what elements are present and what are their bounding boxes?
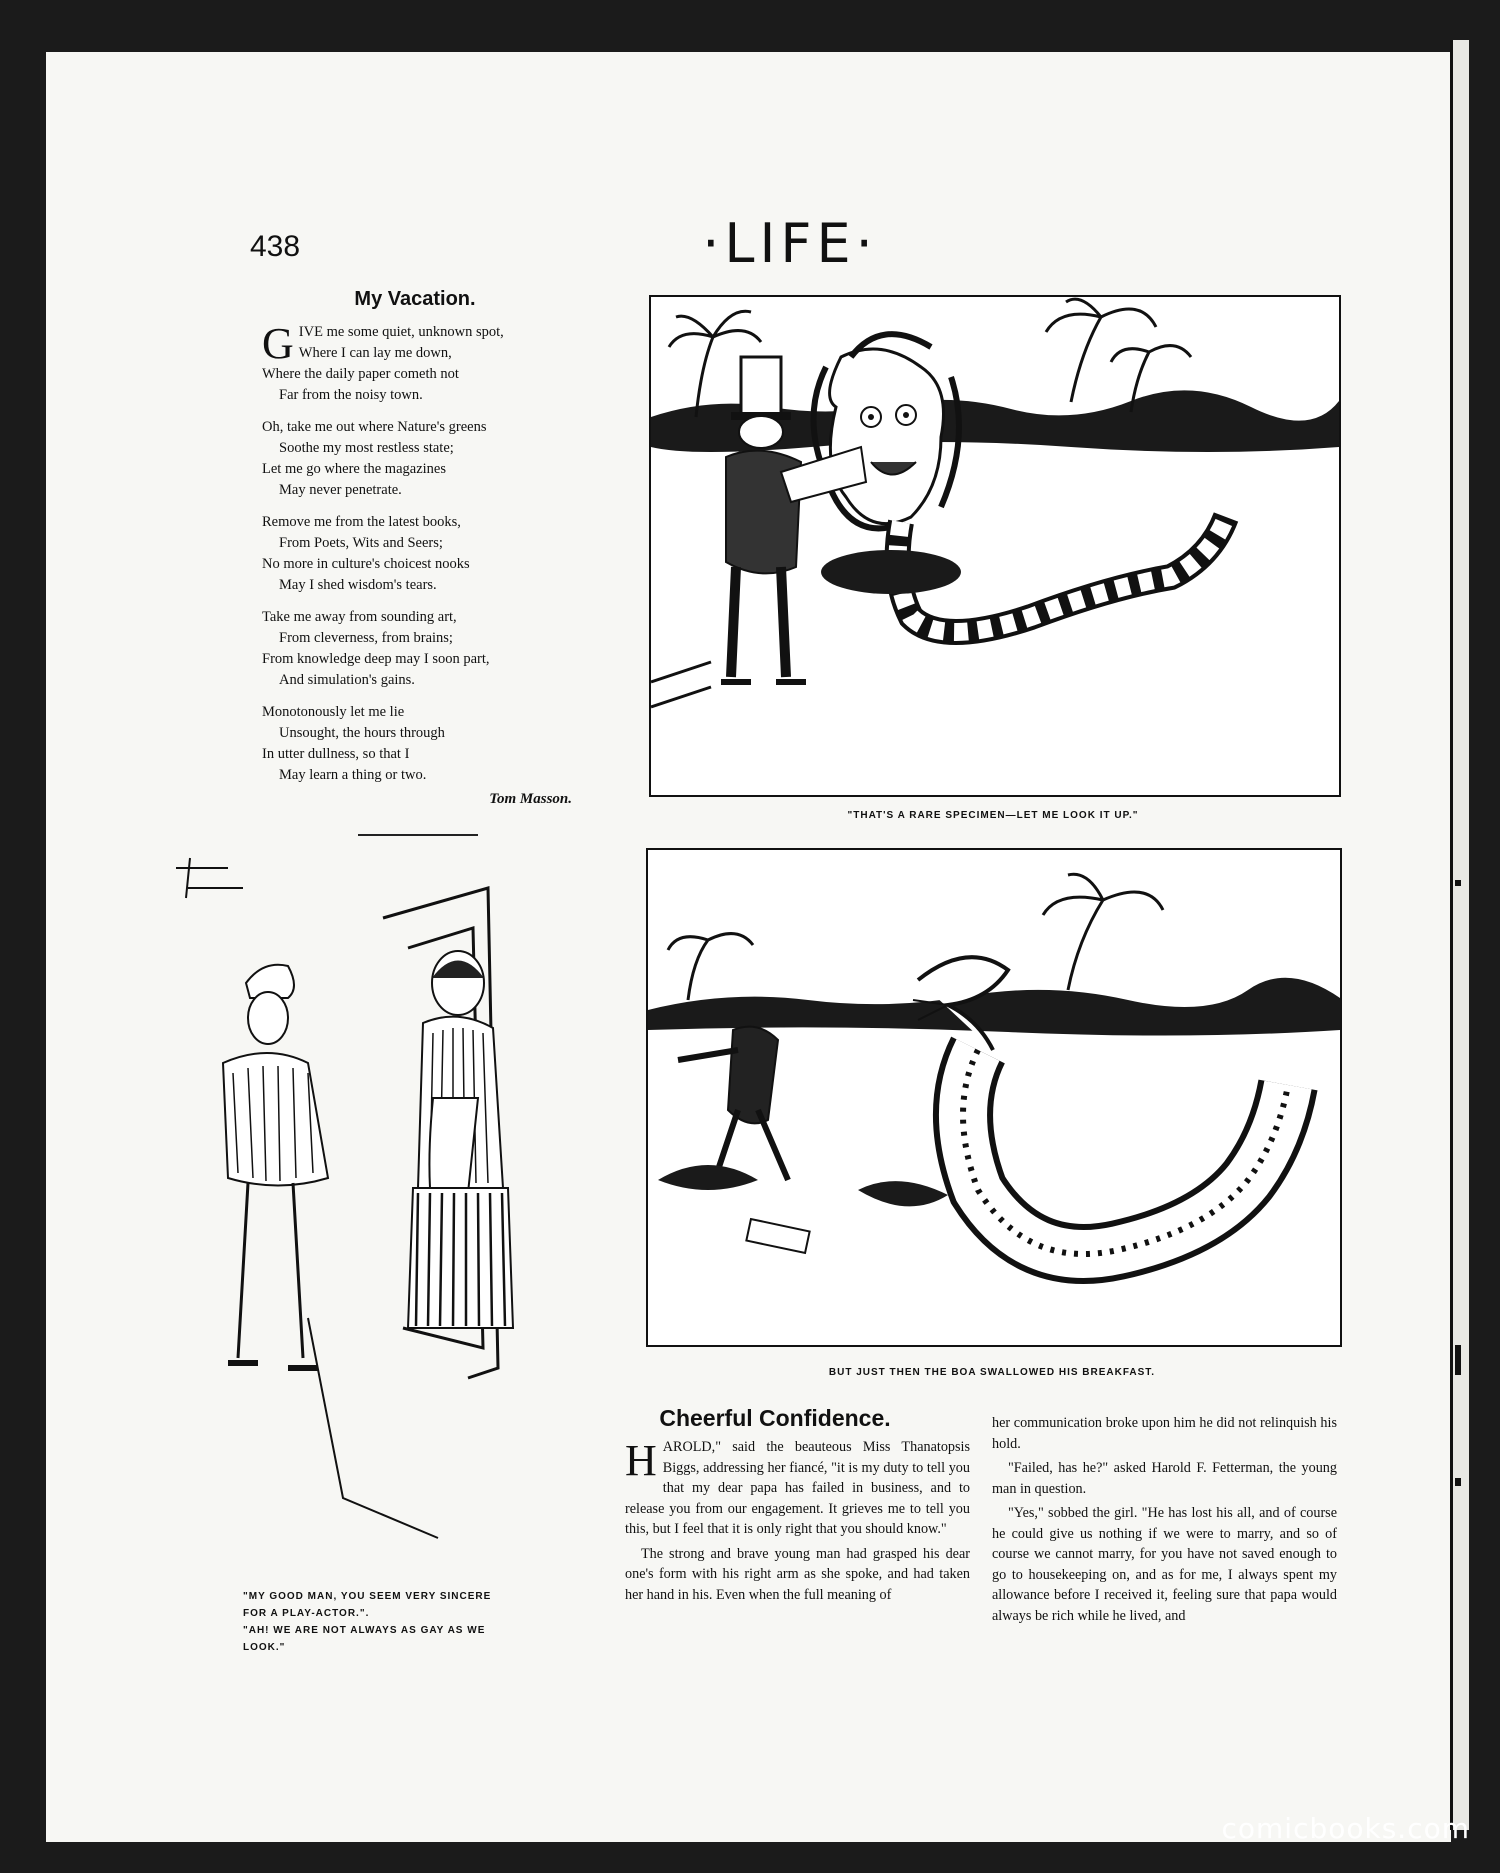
- caption-lion-cartoon: "THAT'S A RARE SPECIMEN—LET ME LOOK IT UP.": [847, 810, 1139, 821]
- story-column-1: [625, 1437, 970, 1609]
- poem-line: Where I can lay me down,: [298, 345, 452, 361]
- poem-author: Tom Masson.: [489, 791, 572, 807]
- cartoon-panel-lion: [649, 295, 1341, 797]
- poem-line: And simulation's gains.: [279, 672, 415, 688]
- binding-mark: [1455, 880, 1461, 886]
- poem-line: Take me away from sounding art,: [262, 609, 457, 625]
- story-paragraph: [625, 1437, 970, 1540]
- poem-line: May I shed wisdom's tears.: [279, 577, 437, 593]
- story-column-2: [992, 1413, 1337, 1630]
- caption-line: FOR A PLAY-ACTOR.".: [243, 1608, 370, 1619]
- poem-stanza: [262, 702, 592, 786]
- play-actor-illustration: [168, 848, 600, 1568]
- story-paragraph: her communication broke upon him he did not relinquish his hold.: [992, 1415, 1337, 1452]
- story-title: Cheerful Confidence.: [659, 1405, 891, 1431]
- poem-line: Monotonously let me lie: [262, 704, 405, 720]
- poem-line: Oh, take me out where Nature's greens: [262, 419, 487, 435]
- magazine-masthead: ·LIFE·: [702, 212, 878, 275]
- poem-line: IVE me some quiet, unknown spot,: [298, 324, 504, 340]
- poem-line: From Poets, Wits and Seers;: [279, 535, 443, 551]
- cartoon-panel-boa: [646, 848, 1342, 1347]
- poem-line: Far from the noisy town.: [279, 387, 423, 403]
- poem-body: [262, 319, 592, 797]
- poem-title: My Vacation.: [354, 288, 476, 310]
- lion-snake-illustration: [651, 297, 1339, 795]
- caption-line: "AH! WE ARE NOT ALWAYS AS GAY AS WE: [243, 1625, 486, 1636]
- poem-line: May learn a thing or two.: [279, 767, 427, 783]
- story-paragraph: "Yes," sobbed the girl. "He has lost his all, and of course he could give us nothing if we were to marry, and so of course we cannot marry, for you have not saved enough to go to housekeeping on, and as for me, I always spent my allowance before I received it, feeling sure that papa would always be rich while he lived, and: [992, 1505, 1337, 1624]
- story-paragraph-text: AROLD," said the beauteous Miss Thanatopsis Biggs, addressing her fiancé, "it is my duty to tell you that my dear papa has failed in business, and to release you from our engagement. It grieves me to tell you this, but I feel that it is only right that you should know.": [625, 1439, 970, 1537]
- poem-line: Remove me from the latest books,: [262, 514, 461, 530]
- story-paragraph: "Failed, has he?" asked Harold F. Fetterman, the young man in question.: [992, 1460, 1337, 1497]
- poem-dropcap: G: [262, 319, 294, 368]
- poem-line: From cleverness, from brains;: [279, 630, 453, 646]
- caption-boa-cartoon: BUT JUST THEN THE BOA SWALLOWED HIS BREAKFAST.: [828, 1367, 1156, 1378]
- boa-illustration: [648, 850, 1340, 1345]
- poem-line: From knowledge deep may I soon part,: [262, 651, 490, 667]
- page-number: 438: [250, 230, 301, 263]
- poem-stanza: [262, 319, 592, 406]
- caption-line: "MY GOOD MAN, YOU SEEM VERY SINCERE: [243, 1591, 492, 1602]
- binding-edge: [1450, 40, 1469, 1830]
- poem-stanza: [262, 417, 592, 501]
- poem-line: Let me go where the magazines: [262, 461, 446, 477]
- poem-stanza: [262, 607, 592, 691]
- poem-line: No more in culture's choicest nooks: [262, 556, 470, 572]
- caption-line: LOOK.": [243, 1642, 286, 1653]
- binding-mark: [1455, 1478, 1461, 1486]
- caption-play-actor: [243, 1588, 568, 1656]
- story-dropcap: H: [625, 1436, 657, 1485]
- poem-line: May never penetrate.: [279, 482, 402, 498]
- story-paragraph: The strong and brave young man had grasped his dear one's form with his right arm as she spoke, and had taken her hand in his. Even when the full meaning of: [625, 1545, 970, 1603]
- poem-line: Soothe my most restless state;: [279, 440, 454, 456]
- poem-line: In utter dullness, so that I: [262, 746, 410, 762]
- poem-stanza: [262, 512, 592, 596]
- poem-line: Unsought, the hours through: [279, 725, 445, 741]
- binding-mark: [1455, 1345, 1461, 1375]
- section-divider: [358, 834, 478, 836]
- poem-line: Where the daily paper cometh not: [262, 366, 459, 382]
- site-watermark: comicbooks.com: [1221, 1812, 1470, 1845]
